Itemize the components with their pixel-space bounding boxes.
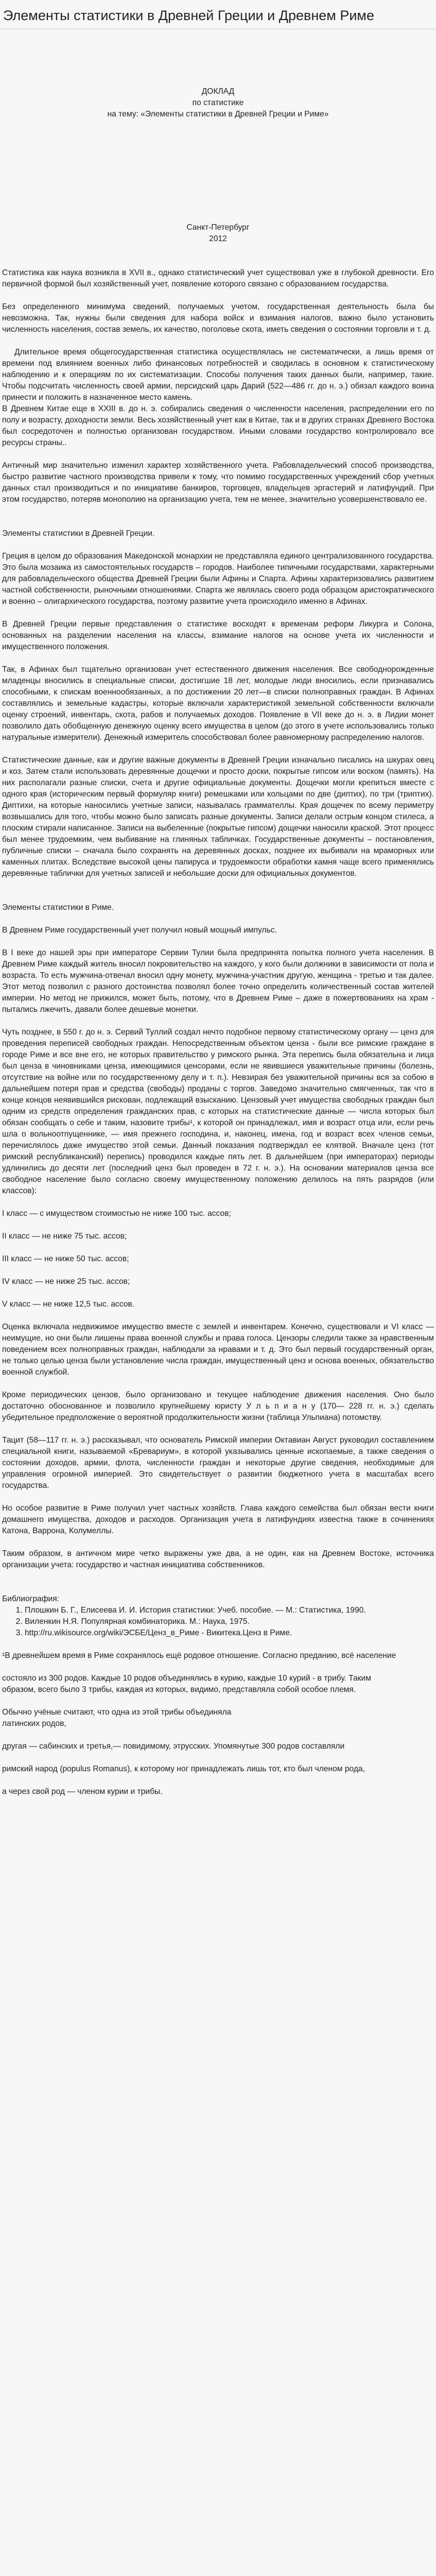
rome-paragraph: Таким образом, в античном мире четко выражены уже два, а не один, как на Древнем Востоке, источника организации учета: государство и частная инициатива собственников. xyxy=(2,1549,434,1569)
greece-paragraph: Статистические данные, как и другие важные документы в Древней Греции изначально писались на шкурах овец и коз. Затем стали использовать деревянные дощечки и просто доски, покрытые гипсом или воском (память). На них располагали разные списки, счета и другие официальные документы. Дощечки могли крепиться вместе с одного края (историческим первый формуляр книги) ремешками или кольцами по две (диптих), по три (триптих). Диптихи, на которые наносились учетные записи, называлась граммателлы. Края дощечек по всему периметру возвышались для того, чтобы можно было записать разные документы. Записи делали острым концом стилеса, а плоским стирали написанное. Записи на выбеленные (покрытые гипсом) дощечки наносили краской. Этот процесс был менее трудоемким, чем выбивание на глиняных табличках. Государственные документы – постановления, публичные списки – сначала было сохранять на деревянных досках, позднее их выбивали на мраморных или каменных плитах. Вследствие высокой цены папируса и трудоемкости обработки камня чаще всего применялись деревянные таблички для учетных записей и небольшие доски для официальных документов. xyxy=(2,756,434,878)
cover-year: 2012 xyxy=(209,234,227,243)
census-class-item: III класс — не ниже 50 тыс. ассов; xyxy=(2,1255,129,1263)
census-class-item: II класс — не ниже 75 тыс. ассов; xyxy=(2,1232,127,1241)
census-class-item: IV класс — не ниже 25 тыс. ассов; xyxy=(2,1277,130,1286)
greece-paragraph: Греция в целом до образования Македонской монархии не представляла единого централизованного государства. Это была мозаика из самостоятельных государств – городов. Наиболее типичными государствами, характерными для рабовладельческого общества Древней Греции были Афины и Спарта. Афины характеризовались развитием частной собственности, рыночными отношениями. Спарта же являлась своего рода образцом аристократического и военно – олигархического государства, поэтому развитие учета происходило именно в Афинах. xyxy=(2,552,434,606)
rome-paragraph: Тацит (58—117 гг. н. э.) рассказывал, что основатель Римской империи Октавиан Август руководил составлением специальной книги, называемой «Бревариум», в которой указывались ценные ископаемые, а также сведения о состоянии доходов, армии, флота, численности граждан и некоторые другие сведения, необходимые для управления огромной империей. Это свидетельствует о развитии бюджетного учета в масштабах всего государства. xyxy=(2,1436,434,1490)
footnote-line: римский народ (populus Romanus), к которому ног принадлежать лишь тот, кто был членом рода, xyxy=(2,1765,365,1773)
rome-paragraph: Чуть позднее, в 550 г. до н. э. Сервий Туллий создал нечто подобное первому статистическому органу — ценз для проведения переписей свободных граждан. Непосредственным объектом ценза - были все римские граждане в городе Риме и все вне его, не которых правительство у римского рынка. Эта перепись была обязательна и лица был ценза в чиновниками ценза, имеющимися ценсорами, если не явившиеся уважительные причины (болезнь, отсутствие на войне или по государственному делу и т. п.). Невзирая без уважительной причины вся за собою в дальнейшем потеря прав и средства (свободы) проданы с торгов. Заведомо значительно смягченных, так что в конце концов неявившийся рискован, подлежащий взысканию. Цензовый учет имущества свободных граждан был одним из средств определения гражданских прав, с которых на статистические данные — числа которых был обязан сообщать о себе и таким, назовите трибы¹, к которой он принадлежал, имя и возраст отца или, если речь шла о вольноотпущеннике, — имя прежнего господина, и, наконец, имена, год и возраст всех членов семьи, перечислялось даже имущество этой семьи. Данный показания подтверждал ее клятвой. Вначале ценз (тот римский республиканский) перепись) проводился каждые пять лет. В дальнейшем (при императорах) периоды удлинились до десяти лет (последний ценз был проведен в 72 г. н. э.). На основании материалов ценза все свободное население было согласно своему имущественному положению делилось на пять разрядов (или классов): xyxy=(2,1028,434,1195)
footnote-line: а через свой род — членом курии и трибы. xyxy=(2,1787,163,1796)
footnote-line: другая — сабинских и третья,— повидимому, этрусских. Упомянутые 300 родов составляли xyxy=(2,1742,345,1751)
footnote-line: Обычно учёные считают, что одна из этой трибы объединяла xyxy=(2,1708,232,1717)
bibliography-list xyxy=(2,1605,434,1639)
census-class-item: I класс — с имуществом стоимостью не ниже 100 тыс. ассов; xyxy=(2,1209,231,1218)
intro-paragraph: Античный мир значительно изменил характер хозяйственного учета. Рабовладельческий способ производства, быстро развитие частного производства привели к тому, что помимо государственных учреждений сбор учетных данных стал производиться и по инициативе банкиров, торговцев, владельцев эргастерий и латифундий. При этом государство, потеряв монополию на организацию учета, тем не менее, значительно усовершенствовало ее. xyxy=(2,461,434,504)
intro-paragraph: В Древнем Китае еще в XXIII в. до н. э. собирались сведения о численности населения, распределении его по полу и возрасту, доходности земли. Весь хозяйственный учет как в Китае, так и в других странах Древнего Востока был сосредоточен и полностью организован государством. Иными словами государство контролировало все ресурсы страны.. xyxy=(2,404,434,447)
footnote-line: образом, всего было 3 трибы, каждая из которых, видимо, представляла собой особое племя. xyxy=(2,1685,356,1694)
bibliography-item: 1. Плошкин Б. Г., Елисеева И. И. История статистики: Учеб. пособие. — М.: Статистика, 1990. xyxy=(25,1605,434,1616)
rome-paragraph: В Древнем Риме государственный учет получил новый мощный импульс. xyxy=(2,926,277,935)
section-heading-greece: Элементы статистики в Древней Греции. xyxy=(2,529,155,538)
bibliography-item: 3. http://ru.wikisource.org/wiki/ЭСБЕ/Ценз_в_Риме - Викитека.Ценз в Риме. xyxy=(25,1628,434,1639)
bibliography-heading: Библиография: xyxy=(2,1595,60,1603)
rome-paragraph: Оценка включала недвижимое имущество вместе с землей и инвентарем. Конечно, существовали и VI класс — неимущие, но они были лишены права военной службы и права голоса. Цензоры следили также за нравственным поведением всех полноправных граждан, наблюдали за нравами и т. д. Это был первый государственный орган, не только целью ценза были установление числа граждан, имущественный ценз и основа военных, обязательство военной службой. xyxy=(2,1323,434,1377)
intro-paragraph: Длительное время общегосударственная статистика осуществлялась не систематически, а лишь время от времени под влиянием военных либо финансовых потребностей и сводилась в основном к статистическому наблюдению и к операциям по их систематизации. Способы получения таких данных были, например, такие. Чтобы подсчитать численность своей армии, персидский царь Дарий (522—486 гг. до н. э.) обязал каждого воина принести и положить в назначенное место камень. xyxy=(2,348,434,402)
census-class-item: V класс — не ниже 12,5 тыс. ассов. xyxy=(2,1300,134,1309)
cover-city: Санкт-Петербург xyxy=(186,223,250,232)
cover-topic: на тему: «Элементы статистики в Древней Греции и Риме» xyxy=(107,110,329,118)
footnote-line: латинских родов, xyxy=(2,1719,66,1728)
document-body xyxy=(0,86,436,1798)
cover-subject: по статистике xyxy=(192,98,244,107)
page-title: Элементы статистики в Древней Греции и Древнем Риме xyxy=(0,0,436,29)
bibliography-item: 2. Виленкин Н.Я. Популярная комбинаторика. М.: Наука, 1975. xyxy=(25,1616,434,1628)
footnote-line: ¹В древнейшем время в Риме сохранялось ещё родовое отношение. Согласно преданию, всё население xyxy=(2,1651,396,1660)
rome-paragraph: Но особое развитие в Риме получил учет частных хозяйств. Глава каждого семейства был обязан вести книги домашнего имущества, доходов и расходов. Организация учета в латифундиях известна также в сочинениях Катона, Варрона, Колумеллы. xyxy=(2,1504,434,1535)
footnote-line: состояло из 300 родов. Каждые 10 родов объединялись в курию, каждые 10 курий - в трибу. Таким xyxy=(2,1674,371,1683)
greece-paragraph: В Древней Греции первые представления о статистике восходят к временам реформ Ликурга и Солона, основанных на разделении населения на классы, взимание налогов на основе учета их численности и имущественного положения. xyxy=(2,620,434,651)
intro-paragraph: Без определенного минимума сведений, получаемых учетом, государственная деятельность была бы невозможна. Так, нужны были сведения для набора войск и взимания налогов, важно было установить численность населения, состав земель, их качество, поголовье скота, иметь сведения о состоянии торговли и т. д. xyxy=(2,302,434,334)
rome-paragraph: Кроме периодических цензов, было организовано и текущее наблюдение движения населения. Оно было достаточно обоснованное и позволило крупнейшему юристу У л ь п и а н у (170— 228 гг. н. э.) сделать убедительное предположение о вероятной продолжительности жизни (таблица Ульпиана) потомству. xyxy=(2,1391,434,1422)
greece-paragraph: Так, в Афинах был тщательно организован учет естественного движения населения. Все свободнорожденные младенцы вносились в специальные списки, достигшие 18 лет, молодые люди вносились, если признавались способными, к спискам военнообязанных, а по достижении 20 лет—в списки полноправных граждан. В Афинах составлялись и земельные кадастры, которые включали характеристикой земельной собственности включали оценку строений, инвентарь, скота, рабов и получаемых доходов. Появление в VII веке до н. э. в Лидии монет позволило дать обобщенную денежную оценку всего имущества в целом (до этого в учете использовались только натуральные измерители). Денежный измеритель способствовал более равномерному распределению налогов. xyxy=(2,665,434,742)
section-heading-rome: Элементы статистики в Риме. xyxy=(2,903,114,912)
intro-paragraph: Статистика как наука возникла в XVII в., однако статистический учет существовал уже в глубокой древности. Его первичной формой был хозяйственный учет, появление которого связано с образованием государства. xyxy=(2,268,434,289)
rome-paragraph: В I веке до нашей эры при императоре Сервии Тулии была предпринята попытка полного учета населения. В Древнем Риме каждый житель вносил покровительство на каждого, у кого были должники в зависимости от пола и возраста. То есть мужчина-отвечал вносил одну монету, мужчина-участник другую, женщина - третью и так далее. Этот метод позволил с разного достоинства позволял более точно определить количественный состав жителей империи. Но метод не прижился, может быть, потому, что в Древнем Риме – даже в пожертвованиях на храм - пытались лжечить, давали более дешевые монетки. xyxy=(2,948,434,1014)
cover-label: ДОКЛАД xyxy=(201,87,235,96)
